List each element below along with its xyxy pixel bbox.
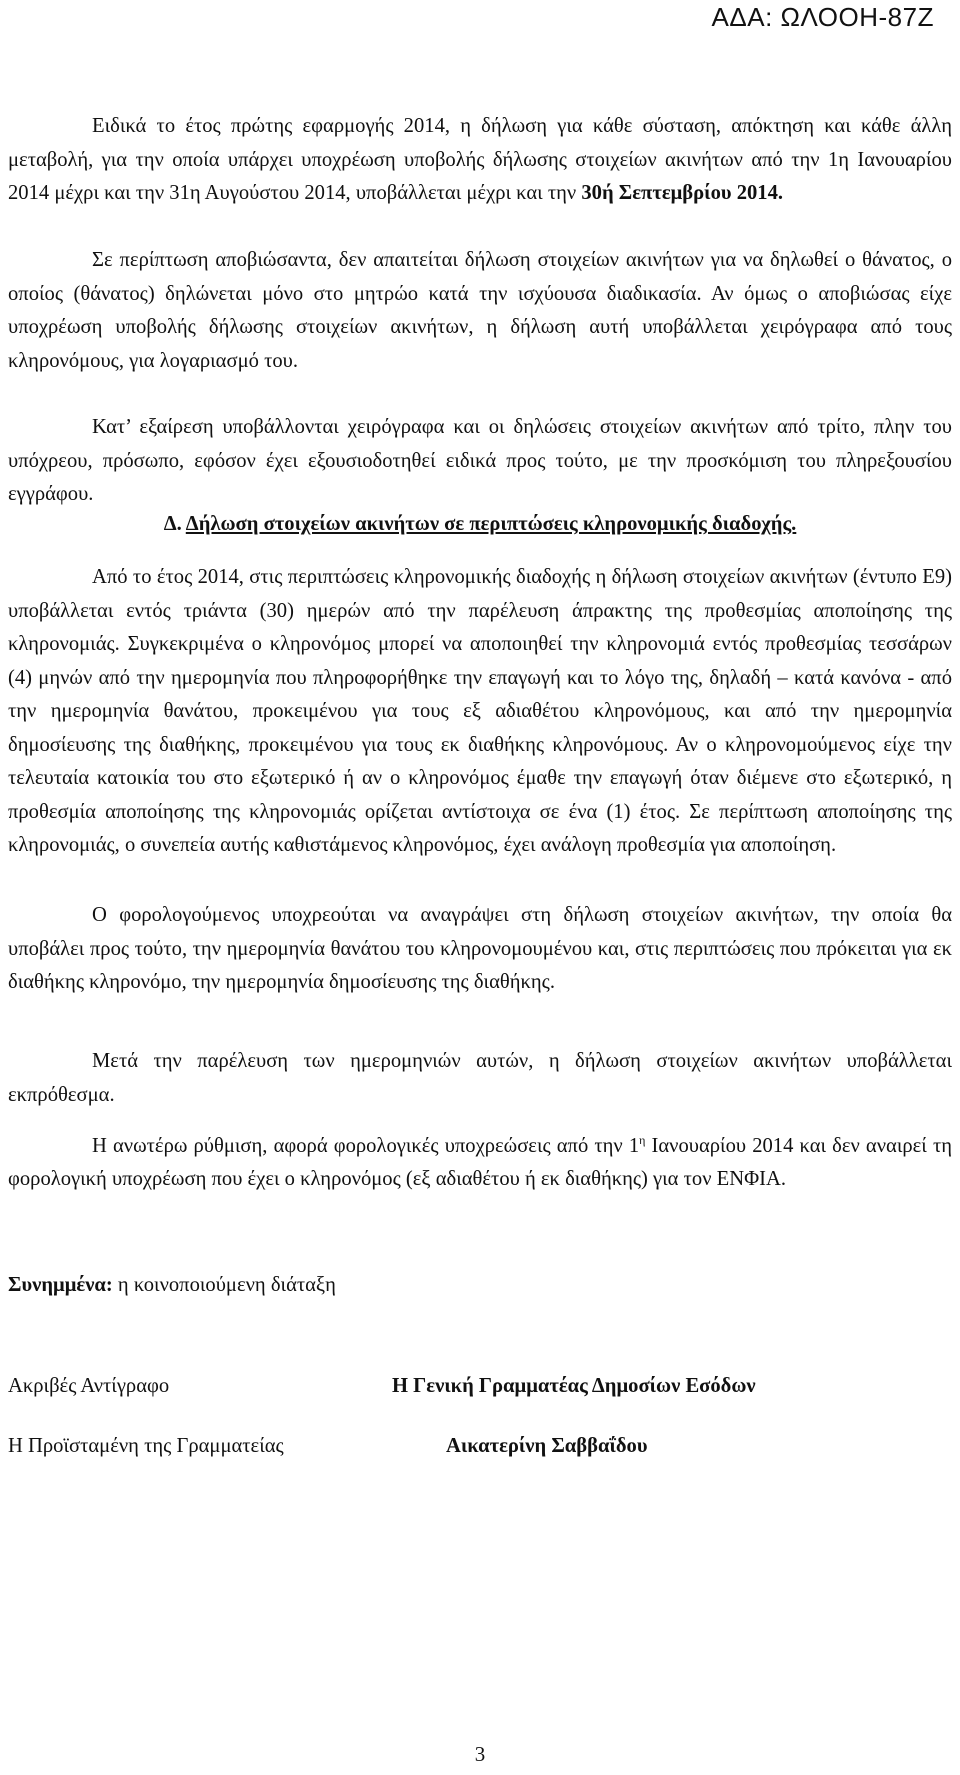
deadline-date: 30ή Σεπτεμβρίου 2014. xyxy=(581,182,784,204)
section-heading xyxy=(8,508,952,542)
paragraph-inheritance: Από το έτος 2014, στις περιπτώσεις κληρονομικής διαδοχής η δήλωση στοιχείων ακινήτων (έντυπο Ε9) υποβάλλεται εντός τριάντα (30) ημερών από την παρέλευση άπρακτης της προθεσμίας αποποίησης της κληρονομιάς. Συγκεκριμένα ο κληρονόμος μπορεί να αποποιηθεί την κληρονομιά εντός προθεσμίας τεσσάρων (4) μηνών από την ημερομηνία που πληροφορήθηκε την επαγωγή και το λόγο της, δηλαδή – κατά κανόνα - από την ημερομηνία θανάτου, προκειμένου για τους εξ αδιαθέτου κληρονόμους, και από την ημερομηνία δημοσίευσης της διαθήκης, προκειμένου για τους εκ διαθήκης κληρονόμους. Αν ο κληρονομούμενος είχε την τελευταία κατοικία του στο εξωτερικό ή αν ο κληρονόμος έμαθε την επαγωγή όταν διέμενε στο εξωτερικό, η προθεσμία αποποίησης της κληρονομιάς ορίζεται αντίστοιχα σε ένα (1) έτος. Σε περίπτωση αποποίησης της κληρονομιάς, ο συνεπεία αυτής καθιστάμενος κληρονόμος, έχει ανάλογη προθεσμία για αποποίηση. xyxy=(8,566,952,856)
paragraph-enfia-start: Η ανωτέρω ρύθμιση, αφορά φορολογικές υποχρεώσεις από την 1 xyxy=(92,1134,640,1157)
attachments-label: Συνημμένα: xyxy=(8,1274,113,1296)
paragraph-first-year-text: Ειδικά το έτος πρώτης εφαρμογής 2014, η δήλωση για κάθε σύσταση, απόκτηση και κάθε άλλη μεταβολή, για την οποία υπάρχει υποχρέωση υποβολής δήλωσης στοιχείων ακινήτων από την 1η Ιανουαρίου 2014 μέχρι και την 31η Αυγούστου 2014, υποβάλλεται μέχρι και την xyxy=(8,115,952,204)
paragraph-enfia-end: Ιανουαρίου 2014 και δεν αναιρεί τη φορολογική υποχρέωση που έχει ο κληρονόμος (εξ αδιαθέτου ή εκ διαθήκης) για τον ΕΝΦΙΑ. xyxy=(8,1134,952,1191)
signatory-title: Η Γενική Γραμματέας Δημοσίων Εσόδων xyxy=(392,1375,756,1397)
paragraph-late: Μετά την παρέλευση των ημερομηνιών αυτών, η δήλωση στοιχείων ακινήτων υποβάλλεται εκπρόθεσμα. xyxy=(8,1050,952,1106)
ada-identifier: ΑΔΑ: ΩΛΟΟΗ-87Ζ xyxy=(711,2,934,32)
certified-copy-label: Ακριβές Αντίγραφο xyxy=(8,1375,170,1397)
section-prefix: Δ. xyxy=(163,513,182,535)
page-number: 3 xyxy=(474,1742,486,1766)
superscript-eta: η xyxy=(639,1133,646,1147)
section-title: Δήλωση στοιχείων ακινήτων σε περιπτώσεις κληρονομικής διαδοχής. xyxy=(185,513,797,535)
paragraph-taxpayer: Ο φορολογούμενος υποχρεούται να αναγράψει στη δήλωση στοιχείων ακινήτων, την οποία θα υποβάλει προς τούτο, την ημερομηνία θανάτου του κληρονομουμένου και, στις περιπτώσεις που πρόκειται για εκ διαθήκης κληρονόμο, την ημερομηνία δημοσίευσης της διαθήκης. xyxy=(8,904,952,993)
paragraph-exception: Κατ’ εξαίρεση υποβάλλονται χειρόγραφα και οι δηλώσεις στοιχείων ακινήτων από τρίτο, πλην του υπόχρεου, πρόσωπο, εφόσον έχει εξουσιοδοτηθεί ειδικά προς τούτο, με την προσκόμιση του πληρεξουσίου εγγράφου. xyxy=(8,416,952,505)
attachments-text: η κοινοποιούμενη διάταξη xyxy=(112,1274,336,1296)
signatory-name: Αικατερίνη Σαββαΐδου xyxy=(446,1435,648,1457)
paragraph-first-year xyxy=(8,110,952,211)
attachments-line xyxy=(8,1270,336,1300)
paragraph-deceased: Σε περίπτωση αποβιώσαντα, δεν απαιτείται δήλωση στοιχείων ακινήτων για να δηλωθεί ο θάνατος, ο οποίος (θάνατος) δηλώνεται μόνο στο μητρώο κατά την ισχύουσα διαδικασία. Αν όμως ο αποβιώσας είχε υποχρέωση υποβολής δήλωσης στοιχείων ακινήτων, η δήλωση αυτή υποβάλλεται χειρόγραφα από τους κληρονόμους, για λογαριασμό του. xyxy=(8,249,952,372)
secretariat-head-label: Η Προϊσταμένη της Γραμματείας xyxy=(8,1435,284,1457)
paragraph-enfia xyxy=(8,1124,952,1197)
